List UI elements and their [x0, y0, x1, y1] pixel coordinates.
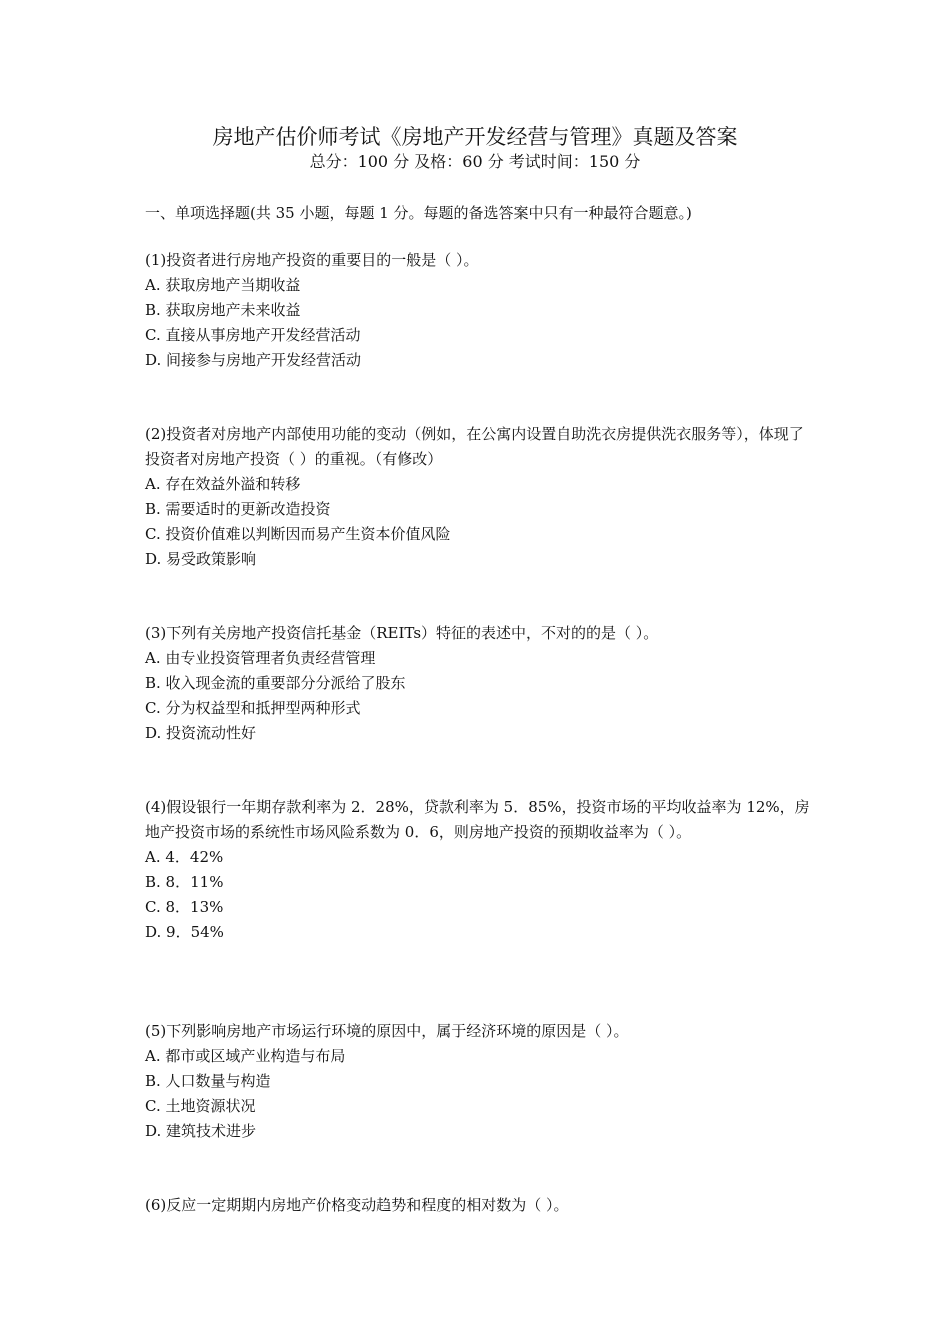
option-b: B. 获取房地产未来收益 — [145, 301, 301, 319]
option-a: A. 获取房地产当期收益 — [145, 276, 301, 294]
question-4 — [145, 795, 810, 945]
option-c: C. 直接从事房地产开发经营活动 — [145, 326, 361, 344]
section-heading: 一、单项选择题(共 35 小题，每题 1 分。每题的备选答案中只有一种最符合题意。) — [145, 204, 692, 222]
option-d: D. 建筑技术进步 — [145, 1122, 257, 1140]
document-title: 房地产估价师考试《房地产开发经营与管理》真题及答案 — [212, 125, 738, 149]
question-stem: (6)反应一定期期内房地产价格变动趋势和程度的相对数为（ ）。 — [145, 1196, 569, 1214]
option-a: A. 存在效益外溢和转移 — [145, 475, 301, 493]
option-b: B. 人口数量与构造 — [145, 1072, 271, 1090]
question-2 — [145, 422, 810, 572]
question-stem: (2)投资者对房地产内部使用功能的变动（例如，在公寓内设置自助洗衣房提供洗衣服务等），体现了投资者对房地产投资（ ）的重视。（有修改） — [145, 425, 804, 468]
question-stem: (5)下列影响房地产市场运行环境的原因中，属于经济环境的原因是（ ）。 — [145, 1022, 629, 1040]
option-b: B. 收入现金流的重要部分分派给了股东 — [145, 674, 406, 692]
exam-info: 总分：100 分 及格：60 分 考试时间：150 分 — [309, 152, 641, 171]
option-a: A. 都市或区域产业构造与布局 — [145, 1047, 346, 1065]
option-a: A. 4．42% — [145, 848, 224, 866]
option-d: D. 间接参与房地产开发经营活动 — [145, 351, 362, 369]
option-d: D. 易受政策影响 — [145, 550, 257, 568]
option-c: C. 土地资源状况 — [145, 1097, 256, 1115]
option-b: B. 8．11% — [145, 873, 224, 891]
question-1 — [145, 248, 810, 373]
option-c: C. 8．13% — [145, 898, 224, 916]
question-6 — [145, 1193, 810, 1218]
option-d: D. 9．54% — [145, 923, 224, 941]
option-c: C. 投资价值难以判断因而易产生资本价值风险 — [145, 525, 451, 543]
option-b: B. 需要适时的更新改造投资 — [145, 500, 331, 518]
question-5 — [145, 1019, 810, 1144]
question-stem: (3)下列有关房地产投资信托基金（REITs）特征的表述中，不对的的是（ ）。 — [145, 624, 659, 642]
option-a: A. 由专业投资管理者负责经营管理 — [145, 649, 376, 667]
question-stem: (4)假设银行一年期存款利率为 2．28%，贷款利率为 5．85%，投资市场的平均收益率为 12%，房地产投资市场的系统性市场风险系数为 0．6，则房地产投资的预期收益率为（ ）。 — [145, 798, 810, 841]
option-c: C. 分为权益型和抵押型两种形式 — [145, 699, 361, 717]
question-3 — [145, 621, 810, 746]
question-stem: (1)投资者进行房地产投资的重要目的一般是（ ）。 — [145, 251, 479, 269]
option-d: D. 投资流动性好 — [145, 724, 257, 742]
